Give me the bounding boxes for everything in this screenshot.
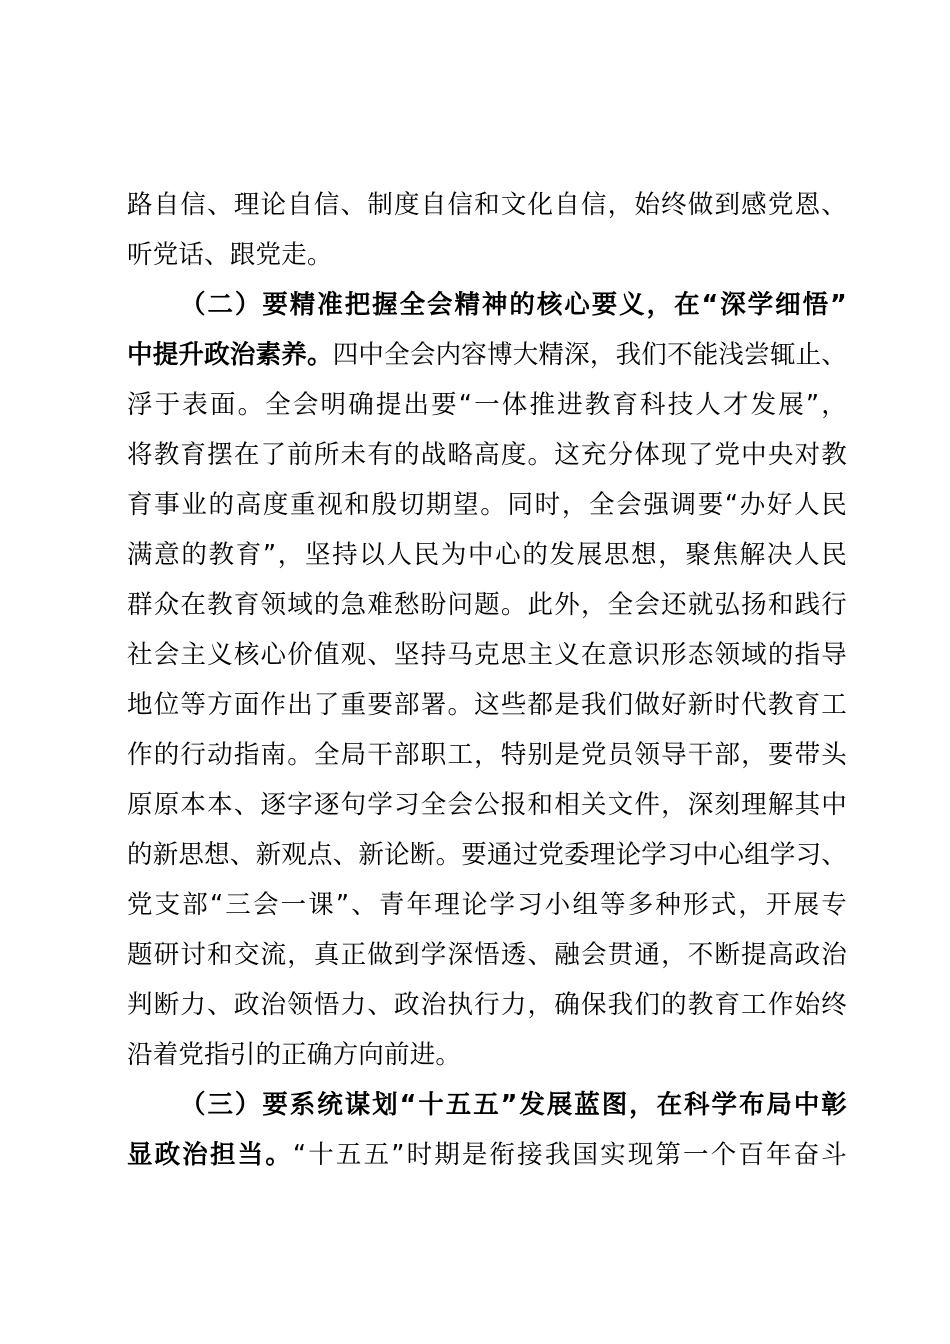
body-text: 社会主义核心价值观、坚持马克思主义在意识形态领域的指导 [127,640,847,670]
text-line [127,530,847,580]
body-text: 作的行动指南。全局干部职工，特别是党员领导干部，要带头 [127,740,847,770]
body-text: 四中全会内容博大精深，我们不能浅尝辄止、 [332,340,847,370]
text-line [127,730,847,780]
text-line [127,330,847,380]
body-text: 群众在教育领域的急难愁盼问题。此外，全会还就弘扬和践行 [127,590,847,620]
section-heading-3 [180,1080,847,1130]
text-line [127,680,847,730]
body-text: 题研讨和交流，真正做到学深悟透、融会贯通，不断提高政治 [127,940,847,970]
text-line [127,1030,847,1080]
body-text: “十五五”时期是衔接我国实现第一个百年奋斗 [292,1140,848,1170]
body-text: 党支部“三会一课”、青年理论学习小组等多种形式，开展专 [127,890,847,920]
heading-text: （三）要系统谋划“十五五”发展蓝图，在科学布局中彰 [180,1090,847,1120]
text-line [127,180,847,230]
heading-text: 中提升政治素养。 [127,340,333,370]
heading-text: （二）要精准把握全会精神的核心要义，在“深学细悟” [180,290,847,320]
text-line [127,230,847,280]
text-line [127,480,847,530]
text-line [127,580,847,630]
text-line [127,930,847,980]
body-text: 判断力、政治领悟力、政治执行力，确保我们的教育工作始终 [127,990,847,1020]
text-line [127,630,847,680]
text-line [127,430,847,480]
body-text: 育事业的高度重视和殷切期望。同时，全会强调要“办好人民 [127,490,847,520]
body-text: 地位等方面作出了重要部署。这些都是我们做好新时代教育工 [127,690,847,720]
text-line [127,780,847,830]
body-text: 路自信、理论自信、制度自信和文化自信，始终做到感党恩、 [127,190,847,220]
body-text: 原原本本、逐字逐句学习全会公报和相关文件，深刻理解其中 [127,790,847,820]
body-text: 满意的教育”，坚持以人民为中心的发展思想，聚焦解决人民 [127,540,847,570]
heading-text: 显政治担当。 [127,1140,293,1170]
body-text: 沿着党指引的正确方向前进。 [127,1040,462,1070]
text-line [127,980,847,1030]
body-text: 的新思想、新观点、新论断。要通过党委理论学习中心组学习、 [127,840,847,870]
section-heading-2 [180,280,847,330]
body-text: 将教育摆在了前所未有的战略高度。这充分体现了党中央对教 [127,440,847,470]
text-line [127,1130,847,1180]
body-text: 听党话、跟党走。 [127,240,333,270]
body-text: 浮于表面。全会明确提出要“一体推进教育科技人才发展”， [127,390,847,420]
text-line [127,880,847,930]
text-line [127,380,847,430]
text-line [127,830,847,880]
